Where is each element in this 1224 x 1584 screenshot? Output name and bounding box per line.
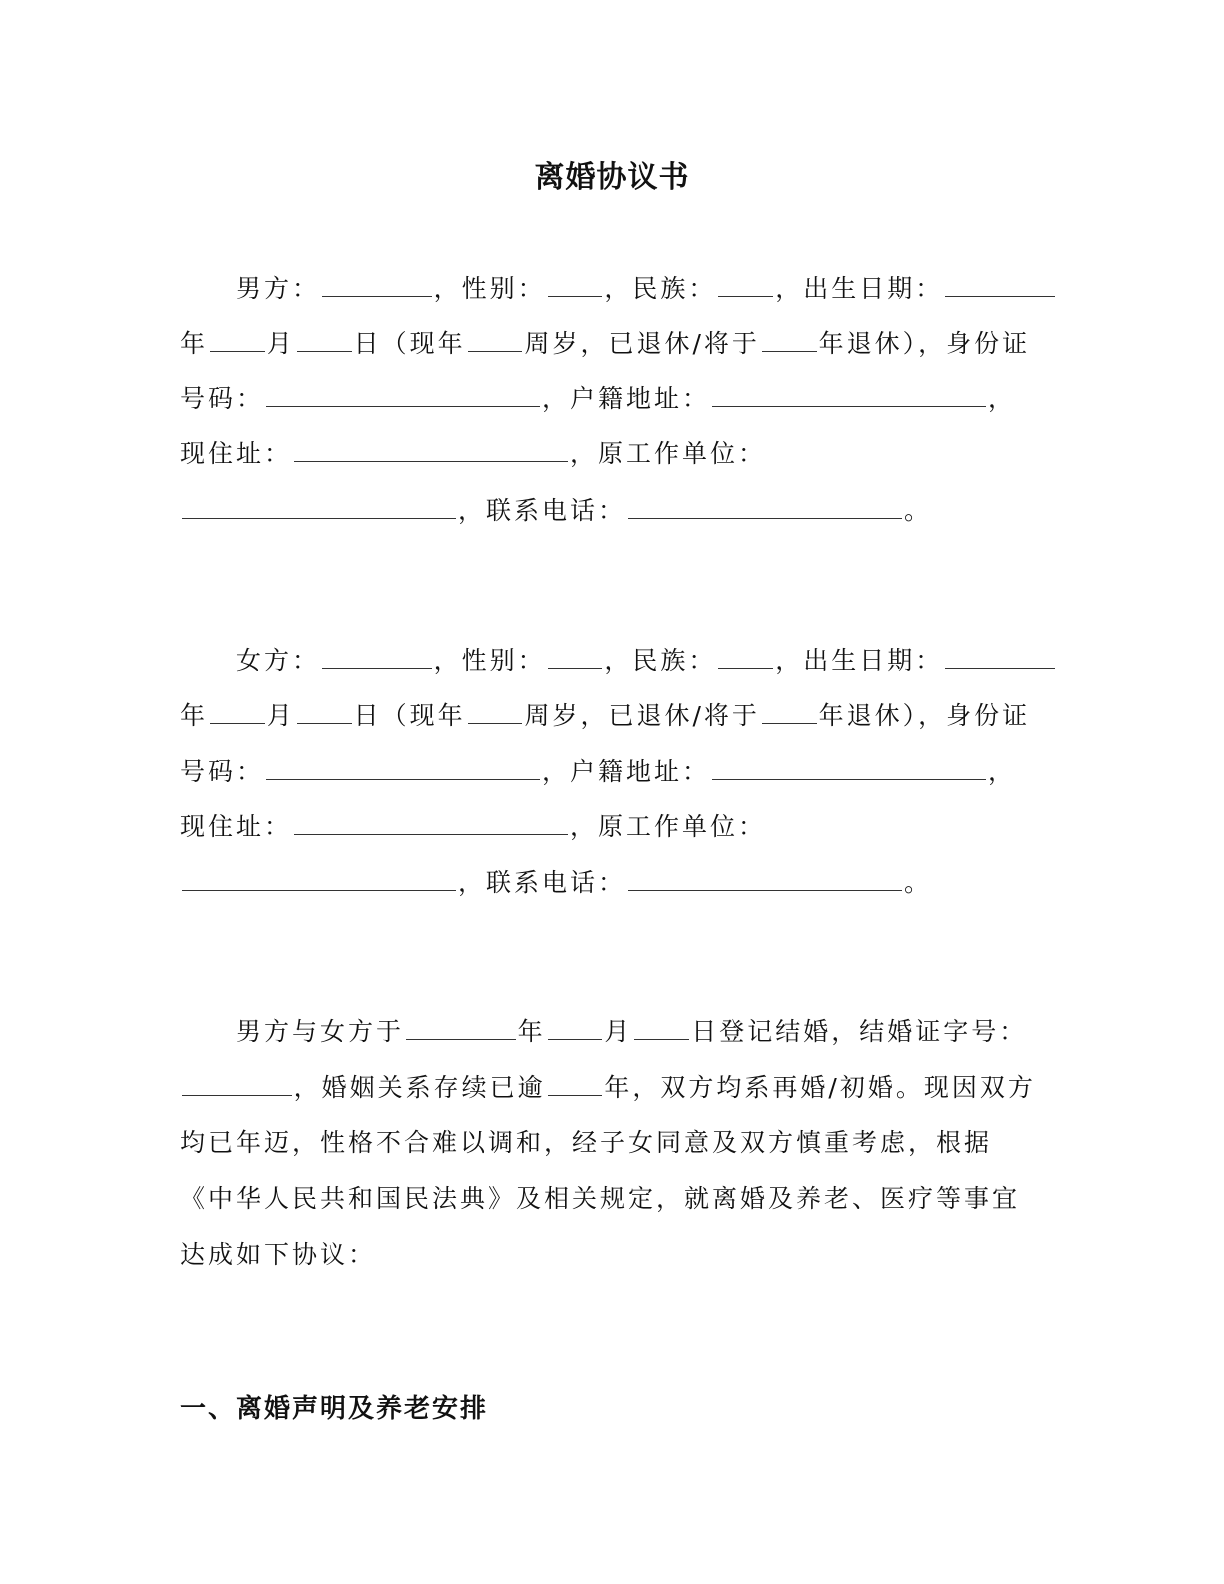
text-run: ，	[988, 384, 1017, 413]
fill-in-blank[interactable]	[945, 644, 1055, 669]
fill-in-blank[interactable]	[182, 1071, 292, 1096]
text-run: ，民族：	[604, 646, 717, 675]
female-party-line	[180, 755, 1016, 789]
text-run: 《中华人民共和国民法典》及相关规定，就离婚及养老、医疗等事宜	[180, 1184, 1021, 1213]
text-run: ，户籍地址：	[542, 757, 711, 786]
text-run: ，性别：	[433, 274, 546, 303]
fill-in-blank[interactable]	[628, 494, 902, 519]
text-run: 年	[180, 329, 209, 358]
fill-in-blank[interactable]	[718, 272, 773, 297]
male-party-line	[180, 382, 1016, 416]
fill-in-blank[interactable]	[297, 699, 352, 724]
text-run: 月	[266, 701, 295, 730]
fill-in-blank[interactable]	[548, 1015, 603, 1040]
male-party-line	[180, 437, 766, 471]
fill-in-blank[interactable]	[712, 382, 986, 407]
text-run: 年	[180, 701, 209, 730]
fill-in-blank[interactable]	[548, 272, 603, 297]
text-run: 号码：	[180, 384, 265, 413]
fill-in-blank[interactable]	[210, 327, 265, 352]
marriage-line	[180, 1071, 1036, 1105]
marriage-line	[180, 1182, 1020, 1216]
fill-in-blank[interactable]	[628, 866, 902, 891]
fill-in-blank[interactable]	[634, 1015, 689, 1040]
female-party-line	[180, 699, 1030, 733]
male-party-line	[180, 272, 1057, 306]
text-run: 号码：	[180, 757, 265, 786]
female-party-line	[180, 644, 1057, 678]
fill-in-blank[interactable]	[548, 644, 603, 669]
text-run: ，原工作单位：	[570, 439, 767, 468]
text-run: ，婚姻关系存续已逾	[293, 1073, 546, 1102]
fill-in-blank[interactable]	[266, 382, 540, 407]
fill-in-blank[interactable]	[468, 327, 523, 352]
fill-in-blank[interactable]	[945, 272, 1055, 297]
text-run: ，原工作单位：	[570, 812, 767, 841]
male-party-line	[180, 327, 1030, 361]
fill-in-blank[interactable]	[182, 494, 456, 519]
text-run: 现住址：	[180, 439, 293, 468]
text-run: ，民族：	[604, 274, 717, 303]
fill-in-blank[interactable]	[322, 272, 432, 297]
fill-in-blank[interactable]	[210, 699, 265, 724]
fill-in-blank[interactable]	[322, 644, 432, 669]
text-run: 日（现年	[353, 329, 466, 358]
fill-in-blank[interactable]	[762, 699, 817, 724]
marriage-line	[180, 1015, 1027, 1049]
fill-in-blank[interactable]	[762, 327, 817, 352]
text-run: ，性别：	[433, 646, 546, 675]
fill-in-blank[interactable]	[266, 755, 540, 780]
text-run: 年退休），身份证	[818, 701, 1031, 730]
fill-in-blank[interactable]	[548, 1071, 603, 1096]
section-heading: 一、离婚声明及养老安排	[180, 1394, 489, 1424]
text-run: 年	[517, 1017, 546, 1046]
text-run: 月	[266, 329, 295, 358]
text-run: 月	[604, 1017, 633, 1046]
text-run: 年，双方均系再婚/初婚。现因双方	[604, 1073, 1036, 1102]
fill-in-blank[interactable]	[718, 644, 773, 669]
text-run: 达成如下协议：	[180, 1240, 377, 1269]
text-run: ，联系电话：	[458, 868, 627, 897]
text-run: 现住址：	[180, 812, 293, 841]
text-run: 日（现年	[353, 701, 466, 730]
text-run: 周岁，已退休/将于	[524, 701, 760, 730]
fill-in-blank[interactable]	[468, 699, 523, 724]
female-party-line	[180, 866, 932, 900]
text-run: 周岁，已退休/将于	[524, 329, 760, 358]
fill-in-blank[interactable]	[297, 327, 352, 352]
female-party-line	[180, 810, 766, 844]
text-run: ，出生日期：	[775, 646, 944, 675]
male-party-line	[180, 494, 932, 528]
text-run: 男方与女方于	[180, 1017, 405, 1046]
text-run: ，户籍地址：	[542, 384, 711, 413]
fill-in-blank[interactable]	[294, 810, 568, 835]
fill-in-blank[interactable]	[406, 1015, 516, 1040]
text-run: ，	[988, 757, 1017, 786]
text-run: 女方：	[180, 646, 321, 675]
marriage-line	[180, 1126, 992, 1160]
fill-in-blank[interactable]	[712, 755, 986, 780]
text-run: 。	[904, 868, 933, 897]
text-run: ，出生日期：	[775, 274, 944, 303]
text-run: 年退休），身份证	[818, 329, 1031, 358]
fill-in-blank[interactable]	[182, 866, 456, 891]
text-run: 。	[904, 496, 933, 525]
text-run: 均已年迈，性格不合难以调和，经子女同意及双方慎重考虑，根据	[180, 1128, 993, 1157]
document-title: 离婚协议书	[534, 160, 690, 195]
fill-in-blank[interactable]	[294, 437, 568, 462]
text-run: ，联系电话：	[458, 496, 627, 525]
text-run: 日登记结婚，结婚证字号：	[691, 1017, 1028, 1046]
text-run: 男方：	[180, 274, 321, 303]
marriage-line	[180, 1238, 376, 1272]
